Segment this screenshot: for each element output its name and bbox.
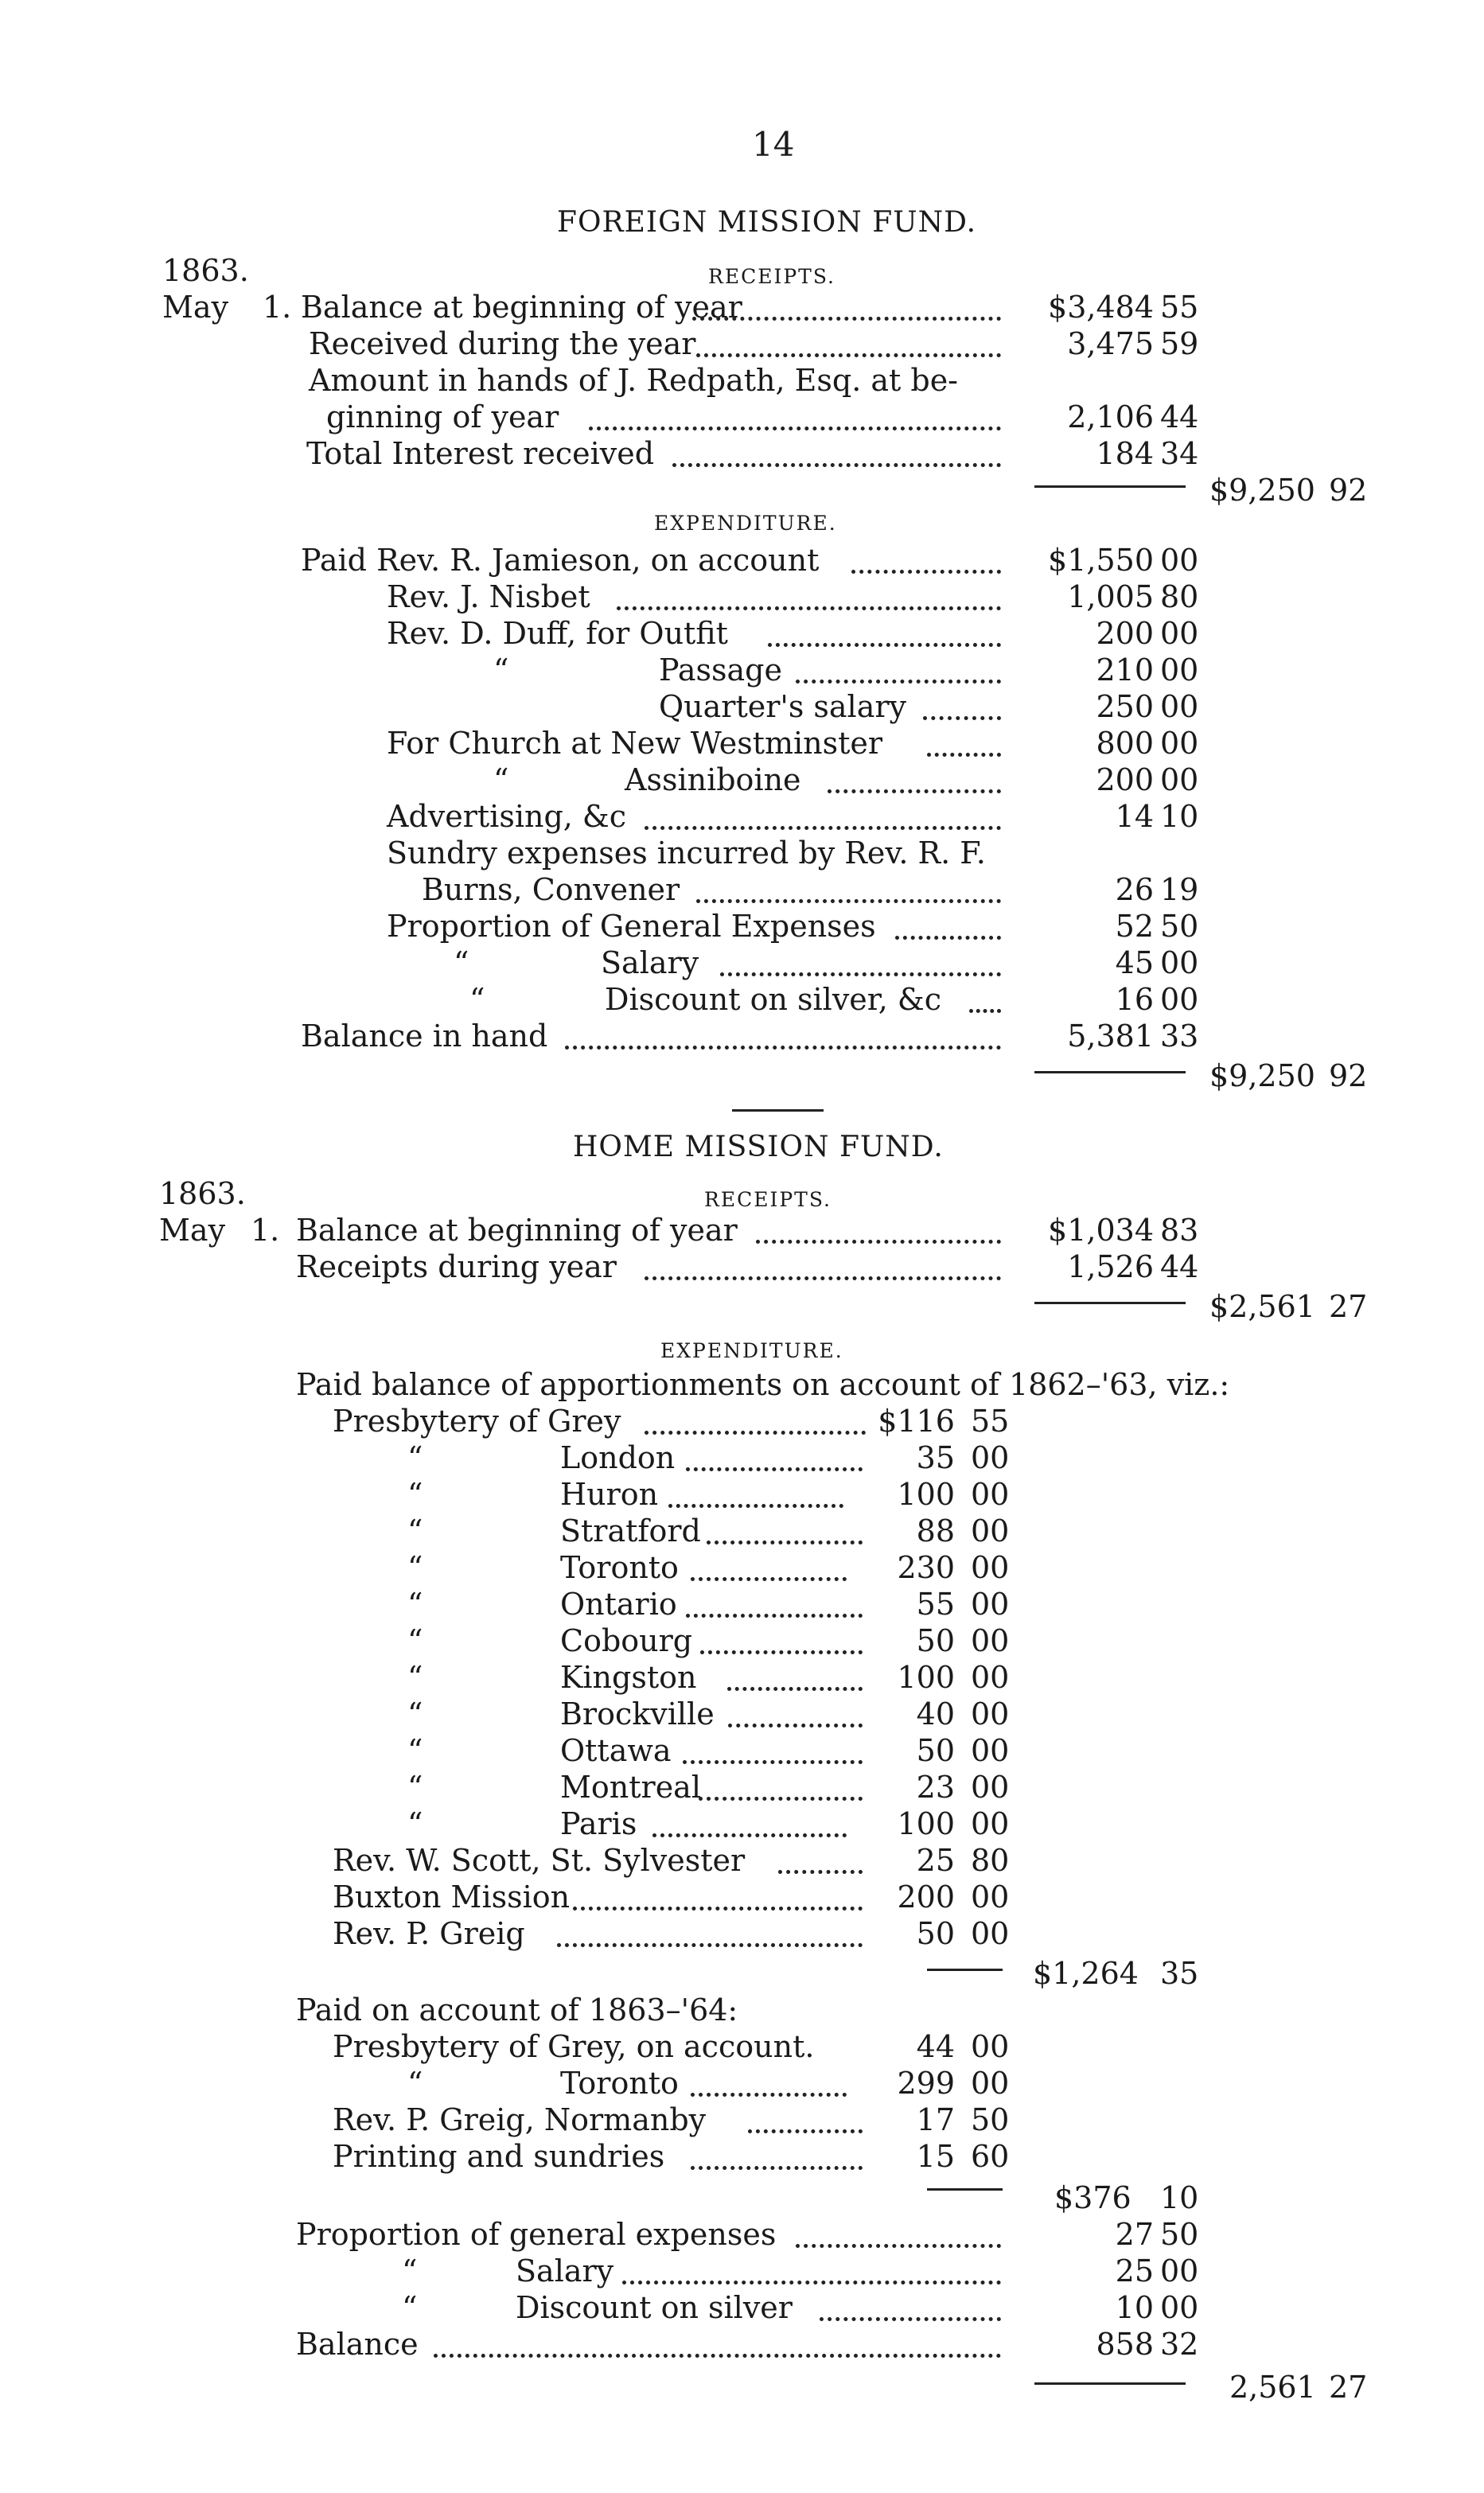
leader-dots [692,317,1001,321]
leader-dots [756,1240,1001,1244]
subtotal-rule [1034,2382,1186,2385]
amount-cents: 32 [1160,2327,1199,2362]
amount-dollars: $116 [878,1404,955,1439]
amount-cents: 83 [1160,1213,1199,1248]
amount-dollars: 250 [1096,689,1154,724]
amount-cents: 00 [1160,543,1199,578]
amount-cents: 00 [1160,982,1199,1017]
ditto-mark: “ [407,1806,423,1841]
leader-dots [645,826,1001,830]
amount-dollars: 17 [916,2102,955,2137]
leader-dots [696,353,1001,357]
ditto-mark: “ [407,1440,423,1475]
amount-cents: 19 [1160,872,1199,907]
amount-cents: 00 [971,1879,1010,1915]
leader-dots [645,1431,866,1435]
leader-dots [668,1504,843,1508]
list-item-label: Toronto [560,2066,679,2101]
amount-dollars: 210 [1096,652,1154,688]
amount-cents: 00 [1160,616,1199,651]
amount-dollars: 26 [1115,872,1154,907]
subtotal-rule [1034,1302,1186,1304]
amount-dollars: 100 [897,1806,955,1841]
list-item-label: Rev. P. Greig, Normanby [333,2102,707,2137]
amount-dollars: 25 [1115,2253,1154,2288]
ditto-mark: “ [407,1733,423,1768]
amount-dollars: 40 [916,1696,955,1731]
list-item-label: Sundry expenses incurred by Rev. R. F. [387,836,986,871]
ditto-mark: “ [407,1513,423,1548]
leader-dots [796,680,1001,684]
amount-dollars: 50 [916,1733,955,1768]
ditto-mark: “ [407,1587,423,1622]
list-item-label: Burns, Convener [422,872,680,907]
amount-cents: 60 [971,2139,1010,2174]
leader-dots [589,427,1001,430]
list-item-label: London [560,1440,676,1475]
ditto-mark: “ [407,1550,423,1585]
amount-cents: 55 [971,1404,1010,1439]
amount-dollars: 200 [1096,616,1154,651]
ditto-mark: “ [402,2253,418,2288]
total-cents: 27 [1329,2370,1368,2405]
list-item-label: Balance at beginning of year [296,1213,738,1248]
amount-dollars: 23 [916,1770,955,1805]
amount-dollars: 299 [897,2066,955,2101]
leader-dots [622,2281,1001,2285]
leader-dots [707,1541,863,1544]
leader-dots [686,1467,863,1471]
amount-dollars: 200 [897,1879,955,1915]
list-item-label: Montreal [560,1770,701,1805]
ditto-mark: “ [469,982,485,1017]
amount-cents: 44 [1160,1249,1199,1284]
amount-dollars: 858 [1096,2327,1154,2362]
foreign-receipts-heading: RECEIPTS. [708,265,836,288]
leader-dots [700,1650,863,1654]
amount-cents: 00 [971,1623,1010,1658]
amount-cents: 00 [971,1550,1010,1585]
list-item-label: Passage [659,652,782,688]
leader-dots [748,2129,863,2133]
ditto-mark: “ [407,1660,423,1695]
total-dollars: $2,561 [1209,1289,1315,1324]
list-item-label: Stratford [560,1513,701,1548]
leader-dots [768,643,1001,647]
leader-dots [645,1276,1001,1280]
list-item-label: Received during the year [309,326,696,361]
home-year: 1863. [159,1176,246,1211]
total-dollars: $9,250 [1209,1058,1315,1093]
amount-dollars: 1,526 [1067,1249,1154,1284]
amount-dollars: $3,484 [1048,290,1154,325]
leader-dots [565,1046,1001,1050]
list-item-label: Paris [560,1806,637,1841]
total-cents: 10 [1160,2180,1199,2215]
ditto-mark: “ [493,762,509,797]
amount-dollars: 88 [916,1513,955,1548]
amount-cents: 00 [971,1587,1010,1622]
list-item-label: Buxton Mission [333,1879,571,1915]
list-item-label: Brockville [560,1696,715,1731]
ditto-mark: “ [402,2290,418,2325]
amount-cents: 00 [971,1770,1010,1805]
amount-dollars: 230 [897,1550,955,1585]
ditto-mark: “ [407,2066,423,2101]
amount-dollars: 3,475 [1067,326,1154,361]
foreign-year: 1863. [162,253,249,288]
leader-dots [778,1870,863,1874]
leader-dots [727,1687,863,1691]
leader-dots [691,2166,863,2170]
subtotal-rule [927,2188,1003,2191]
amount-dollars: 44 [916,2029,955,2064]
amount-dollars: 16 [1115,982,1154,1017]
list-item-label: Balance [296,2327,419,2362]
amount-dollars: 5,381 [1067,1019,1154,1054]
list-item-label: Rev. P. Greig [333,1916,525,1951]
list-item-label: Printing and sundries [333,2139,665,2174]
amount-dollars: 14 [1115,799,1154,834]
amount-dollars: 100 [897,1477,955,1512]
amount-cents: 55 [1160,290,1199,325]
amount-cents: 50 [1160,909,1199,944]
amount-dollars: 25 [916,1843,955,1878]
ditto-mark: “ [407,1623,423,1658]
list-item-label: Paid Rev. R. Jamieson, on account [301,543,820,578]
total-dollars: $9,250 [1209,473,1315,508]
leader-dots [686,1614,863,1618]
leader-dots [691,2093,847,2097]
amount-dollars: 50 [916,1916,955,1951]
foreign-day: 1. [263,290,292,325]
total-cents: 92 [1329,1058,1368,1093]
list-item-label: Amount in hands of J. Redpath, Esq. at be- [309,363,959,398]
leader-dots [796,2244,1001,2248]
amount-dollars: 55 [916,1587,955,1622]
amount-dollars: 35 [916,1440,955,1475]
amount-dollars: 52 [1115,909,1154,944]
leader-dots [851,570,1001,574]
list-item-label: Cobourg [560,1623,693,1658]
foreign-fund-title: FOREIGN MISSION FUND. [557,206,977,239]
ditto-mark: “ [493,652,509,688]
ditto-mark: “ [454,945,469,980]
list-item-label: Discount on silver [516,2290,793,2325]
amount-cents: 59 [1160,326,1199,361]
amount-cents: 00 [971,1477,1010,1512]
amount-cents: 80 [1160,579,1199,614]
home-month: May [159,1213,226,1248]
ditto-mark: “ [407,1770,423,1805]
amount-cents: 00 [971,1660,1010,1695]
amount-cents: 00 [1160,689,1199,724]
leader-dots [895,936,1001,940]
amount-dollars: 200 [1096,762,1154,797]
list-item-label: Salary [516,2253,614,2288]
leader-dots [672,463,1001,467]
foreign-month: May [162,290,229,325]
list-item-label: ginning of year [326,399,559,434]
ditto-mark: “ [407,1696,423,1731]
amount-cents: 50 [971,2102,1010,2137]
list-item-label: Proportion of General Expenses [387,909,876,944]
amount-dollars: 184 [1096,436,1154,471]
list-item-label: Presbytery of Grey [333,1404,621,1439]
leader-dots [617,606,1001,610]
leader-dots [828,789,1001,793]
leader-dots [923,716,1001,720]
subtotal-rule [1034,1071,1186,1073]
amount-dollars: 15 [916,2139,955,2174]
list-item-label: Quarter's salary [659,689,906,724]
list-item-label: Balance at beginning of year [301,290,742,325]
leader-dots [683,1760,863,1764]
amount-dollars: $1,550 [1048,543,1154,578]
amount-dollars: 27 [1115,2217,1154,2252]
amount-cents: 34 [1160,436,1199,471]
current-intro: Paid on account of 1863–'64: [296,1992,738,2028]
leader-dots [573,1907,863,1911]
list-item-label: Proportion of general expenses [296,2217,777,2252]
amount-dollars: 100 [897,1660,955,1695]
total-cents: 35 [1160,1956,1199,1991]
total-cents: 27 [1329,1289,1368,1324]
total-dollars: $1,264 [1033,1956,1139,1991]
home-receipts-heading: RECEIPTS. [704,1188,832,1211]
list-item-label: Advertising, &c [387,799,627,834]
amount-dollars: 800 [1096,726,1154,761]
amount-cents: 00 [971,1916,1010,1951]
leader-dots [691,1577,847,1581]
amount-cents: 33 [1160,1019,1199,1054]
home-fund-title: HOME MISSION FUND. [573,1131,944,1163]
leader-dots [927,753,1001,757]
amount-cents: 00 [971,1440,1010,1475]
amount-dollars: 1,005 [1067,579,1154,614]
leader-dots [696,899,1001,903]
amount-cents: 00 [1160,2290,1199,2325]
ditto-mark: “ [407,1477,423,1512]
amount-dollars: 45 [1115,945,1154,980]
amount-cents: 00 [971,1806,1010,1841]
list-item-label: Presbytery of Grey, on account. [333,2029,815,2064]
section-divider [732,1109,824,1112]
leader-dots [728,1724,863,1728]
leader-dots [720,972,1001,976]
amount-cents: 10 [1160,799,1199,834]
amount-cents: 00 [1160,762,1199,797]
list-item-label: For Church at New Westminster [387,726,883,761]
amount-cents: 00 [1160,726,1199,761]
amount-dollars: $1,034 [1048,1213,1154,1248]
amount-cents: 00 [1160,652,1199,688]
list-item-label: Kingston [560,1660,697,1695]
leader-dots [699,1797,863,1801]
list-item-label: Balance in hand [301,1019,548,1054]
page-number: 14 [752,125,795,164]
list-item-label: Ontario [560,1587,677,1622]
list-item-label: Total Interest received [306,436,655,471]
total-dollars: $376 [1054,2180,1132,2215]
list-item-label: Rev. D. Duff, for Outfit [387,616,728,651]
list-item-label: Rev. W. Scott, St. Sylvester [333,1843,746,1878]
amount-cents: 00 [1160,945,1199,980]
list-item-label: Ottawa [560,1733,672,1768]
total-dollars: 2,561 [1229,2370,1316,2405]
list-item-label: Receipts during year [296,1249,617,1284]
amount-dollars: 10 [1115,2290,1154,2325]
amount-cents: 80 [971,1843,1010,1878]
amount-cents: 00 [971,2029,1010,2064]
amount-cents: 44 [1160,399,1199,434]
amount-cents: 50 [1160,2217,1199,2252]
list-item-label: Toronto [560,1550,679,1585]
leader-dots [434,2354,1001,2358]
amount-cents: 00 [971,1733,1010,1768]
total-cents: 92 [1329,473,1368,508]
list-item-label: Huron [560,1477,659,1512]
subtotal-rule [927,1969,1003,1971]
leader-dots [557,1943,863,1947]
list-item-label: Discount on silver, &c [605,982,942,1017]
amount-cents: 00 [1160,2253,1199,2288]
leader-dots [652,1833,847,1837]
foreign-expenditure-heading: EXPENDITURE. [654,512,837,535]
amount-cents: 00 [971,2066,1010,2101]
subtotal-rule [1034,485,1186,488]
amount-cents: 00 [971,1696,1010,1731]
leader-dots [969,1009,1001,1013]
leader-dots [820,2317,1001,2321]
apportion-intro: Paid balance of apportionments on account of 1862–'63, viz.: [296,1367,1230,1402]
list-item-label: Assiniboine [625,762,801,797]
list-item-label: Salary [601,945,699,980]
home-expenditure-heading: EXPENDITURE. [660,1339,843,1362]
amount-cents: 00 [971,1513,1010,1548]
list-item-label: Rev. J. Nisbet [387,579,590,614]
amount-dollars: 2,106 [1067,399,1154,434]
amount-dollars: 50 [916,1623,955,1658]
home-day: 1. [251,1213,280,1248]
